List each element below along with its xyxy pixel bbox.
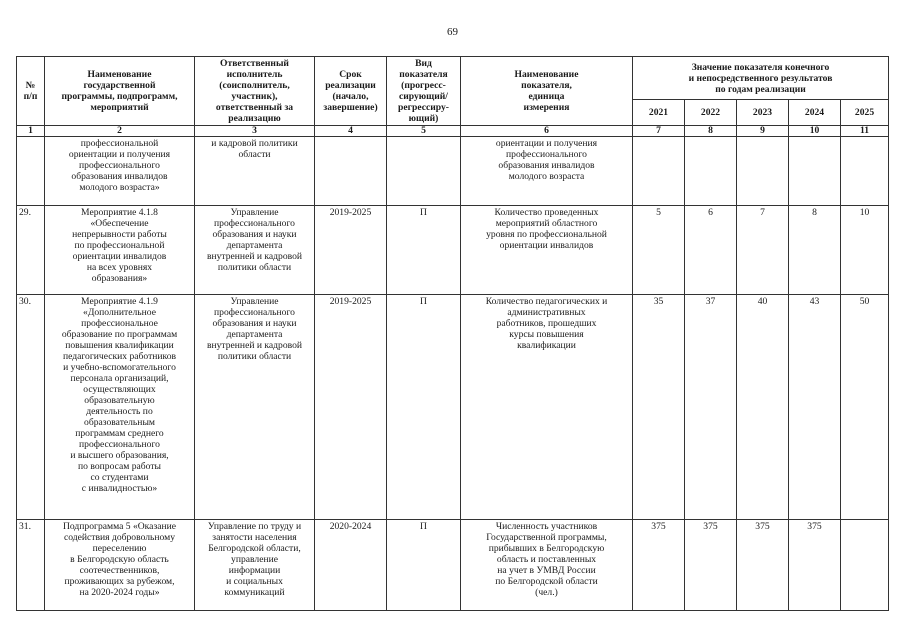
header-name: Наименование государственной программы, подпрограмм, мероприятий bbox=[45, 57, 195, 126]
row-value: 375 bbox=[633, 520, 685, 611]
row-value bbox=[841, 137, 889, 206]
row-value: 6 bbox=[685, 206, 737, 295]
header-year: 2023 bbox=[737, 100, 789, 126]
row-value: 375 bbox=[789, 520, 841, 611]
column-number: 6 bbox=[461, 126, 633, 137]
row-type bbox=[387, 137, 461, 206]
row-indicator: Численность участников Государственной программы, прибывших в Белгородскую область и поставленных на учет в УМВД России по Белгородской области (чел.) bbox=[461, 520, 633, 611]
column-number: 2 bbox=[45, 126, 195, 137]
table-row bbox=[17, 520, 889, 611]
row-type: П bbox=[387, 295, 461, 520]
page-number: 69 bbox=[447, 26, 458, 38]
row-executor: и кадровой политики области bbox=[195, 137, 315, 206]
header-type: Вид показателя (прогресс- сирующий/ регрессиру- ющий) bbox=[387, 57, 461, 126]
row-value: 375 bbox=[737, 520, 789, 611]
column-number: 10 bbox=[789, 126, 841, 137]
row-type: П bbox=[387, 520, 461, 611]
row-num: 30. bbox=[17, 295, 45, 520]
row-executor: Управление профессионального образования и науки департамента внутренней и кадровой политики области bbox=[195, 295, 315, 520]
row-term: 2019-2025 bbox=[315, 295, 387, 520]
row-type: П bbox=[387, 206, 461, 295]
results-table bbox=[16, 56, 889, 611]
header-indicator: Наименование показателя, единица измерения bbox=[461, 57, 633, 126]
row-num: 31. bbox=[17, 520, 45, 611]
column-number: 5 bbox=[387, 126, 461, 137]
row-indicator: Количество педагогических и административных работников, прошедших курсы повышения квалификации bbox=[461, 295, 633, 520]
row-indicator: Количество проведенных мероприятий областного уровня по профессиональной ориентации инвалидов bbox=[461, 206, 633, 295]
header-year: 2022 bbox=[685, 100, 737, 126]
row-value: 35 bbox=[633, 295, 685, 520]
row-value: 375 bbox=[685, 520, 737, 611]
column-number: 11 bbox=[841, 126, 889, 137]
row-value: 37 bbox=[685, 295, 737, 520]
table-row bbox=[17, 206, 889, 295]
column-number: 7 bbox=[633, 126, 685, 137]
column-number: 4 bbox=[315, 126, 387, 137]
column-number: 8 bbox=[685, 126, 737, 137]
row-executor: Управление профессионального образования и науки департамента внутренней и кадровой политики области bbox=[195, 206, 315, 295]
row-term: 2019-2025 bbox=[315, 206, 387, 295]
row-value: 50 bbox=[841, 295, 889, 520]
row-value bbox=[737, 137, 789, 206]
column-number: 3 bbox=[195, 126, 315, 137]
header-year: 2024 bbox=[789, 100, 841, 126]
row-num: 29. bbox=[17, 206, 45, 295]
row-value: 5 bbox=[633, 206, 685, 295]
row-indicator: ориентации и получения профессионального образования инвалидов молодого возраста bbox=[461, 137, 633, 206]
header-year: 2025 bbox=[841, 100, 889, 126]
header-values-group: Значение показателя конечного и непосредственного результатов по годам реализации bbox=[633, 57, 889, 100]
row-value bbox=[633, 137, 685, 206]
row-value bbox=[685, 137, 737, 206]
row-value: 40 bbox=[737, 295, 789, 520]
row-value: 8 bbox=[789, 206, 841, 295]
column-number: 1 bbox=[17, 126, 45, 137]
row-value: 43 bbox=[789, 295, 841, 520]
header-executor: Ответственный исполнитель (соисполнитель, участник), ответственный за реализацию bbox=[195, 57, 315, 126]
table-row bbox=[17, 295, 889, 520]
row-value: 7 bbox=[737, 206, 789, 295]
column-number-row bbox=[17, 126, 889, 137]
row-value bbox=[841, 520, 889, 611]
row-executor: Управление по труду и занятости населения Белгородской области, управление информации и социальных коммуникаций bbox=[195, 520, 315, 611]
header-term: Срок реализации (начало, завершение) bbox=[315, 57, 387, 126]
column-number: 9 bbox=[737, 126, 789, 137]
row-term bbox=[315, 137, 387, 206]
row-value bbox=[789, 137, 841, 206]
row-name: Мероприятие 4.1.8 «Обеспечение непрерывности работы по профессиональной ориентации инвалидов на всех уровнях образования» bbox=[45, 206, 195, 295]
table-row bbox=[17, 137, 889, 206]
row-name: Мероприятие 4.1.9 «Дополнительное профессиональное образование по программам повышения квалификации педагогических работников и учебно-вспомогательного персонала организаций, осуществляющих образовательную деятельность по образовательным программам среднего профессионального и высшего образования, по вопросам работы со студентами с инвалидностью» bbox=[45, 295, 195, 520]
header-year: 2021 bbox=[633, 100, 685, 126]
row-num bbox=[17, 137, 45, 206]
row-value: 10 bbox=[841, 206, 889, 295]
row-name: Подпрограмма 5 «Оказание содействия добровольному переселению в Белгородскую область соотечественников, проживающих за рубежом, на 2020-2024 годы» bbox=[45, 520, 195, 611]
header-num: № п/п bbox=[17, 57, 45, 126]
row-name: профессиональной ориентации и получения профессионального образования инвалидов молодого возраста» bbox=[45, 137, 195, 206]
row-term: 2020-2024 bbox=[315, 520, 387, 611]
